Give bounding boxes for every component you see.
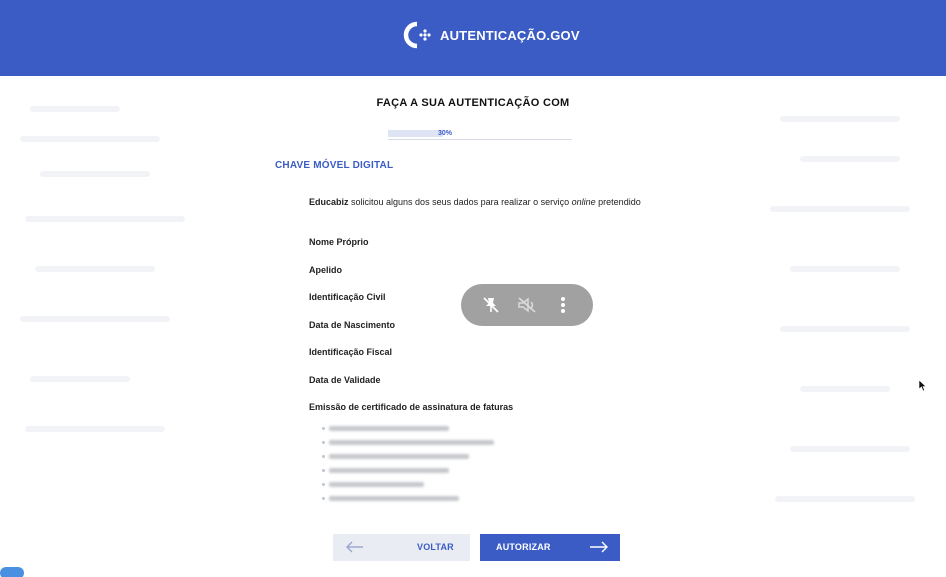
more-vertical-icon[interactable]	[550, 292, 576, 318]
pin-off-icon[interactable]	[478, 292, 504, 318]
list-item	[322, 449, 512, 463]
redacted-details-list	[322, 421, 512, 505]
top-header	[0, 0, 946, 76]
field-emissao-certificado: Emissão de certificado de assinatura de faturas	[309, 402, 514, 412]
list-item	[322, 491, 512, 505]
progress-fill	[388, 130, 443, 137]
authorize-button-label: AUTORIZAR	[496, 542, 551, 552]
corner-app-icon[interactable]	[0, 567, 24, 577]
mute-icon[interactable]	[514, 292, 540, 318]
list-item	[322, 477, 512, 491]
consent-intro	[309, 197, 641, 207]
back-button-label: VOLTAR	[417, 542, 454, 552]
brand	[402, 20, 580, 50]
arrow-right-icon	[588, 540, 610, 557]
field-data-validade: Data de Validade	[309, 375, 381, 385]
field-identificacao-fiscal: Identificação Fiscal	[309, 347, 393, 357]
requesting-entity: Educabiz	[309, 197, 349, 207]
progress-label: 30%	[438, 130, 453, 137]
list-item	[322, 463, 512, 477]
intro-italic: online	[571, 197, 596, 207]
list-item	[322, 421, 512, 435]
field-data-nascimento: Data de Nascimento	[309, 320, 396, 330]
page-heading: FAÇA A SUA AUTENTICAÇÃO COM	[376, 97, 570, 109]
list-item	[322, 435, 512, 449]
field-apelido: Apelido	[309, 265, 342, 275]
app-title: AUTENTICAÇÃO.GOV	[440, 27, 580, 43]
progress-bar	[388, 129, 572, 141]
section-title: CHAVE MÓVEL DIGITAL	[275, 160, 394, 171]
authorize-button[interactable]	[480, 534, 620, 561]
intro-text-before: solicitou alguns dos seus dados para realizar o serviço	[348, 197, 572, 207]
arrow-left-icon	[345, 540, 365, 557]
field-nome-proprio: Nome Próprio	[309, 237, 369, 247]
back-button[interactable]	[333, 534, 470, 561]
floating-media-controls	[461, 284, 593, 326]
autenticacao-gov-logo-icon	[402, 20, 432, 50]
mouse-cursor-icon	[918, 379, 927, 397]
field-identificacao-civil: Identificação Civil	[309, 292, 386, 302]
intro-text-after: pretendido	[595, 197, 641, 207]
